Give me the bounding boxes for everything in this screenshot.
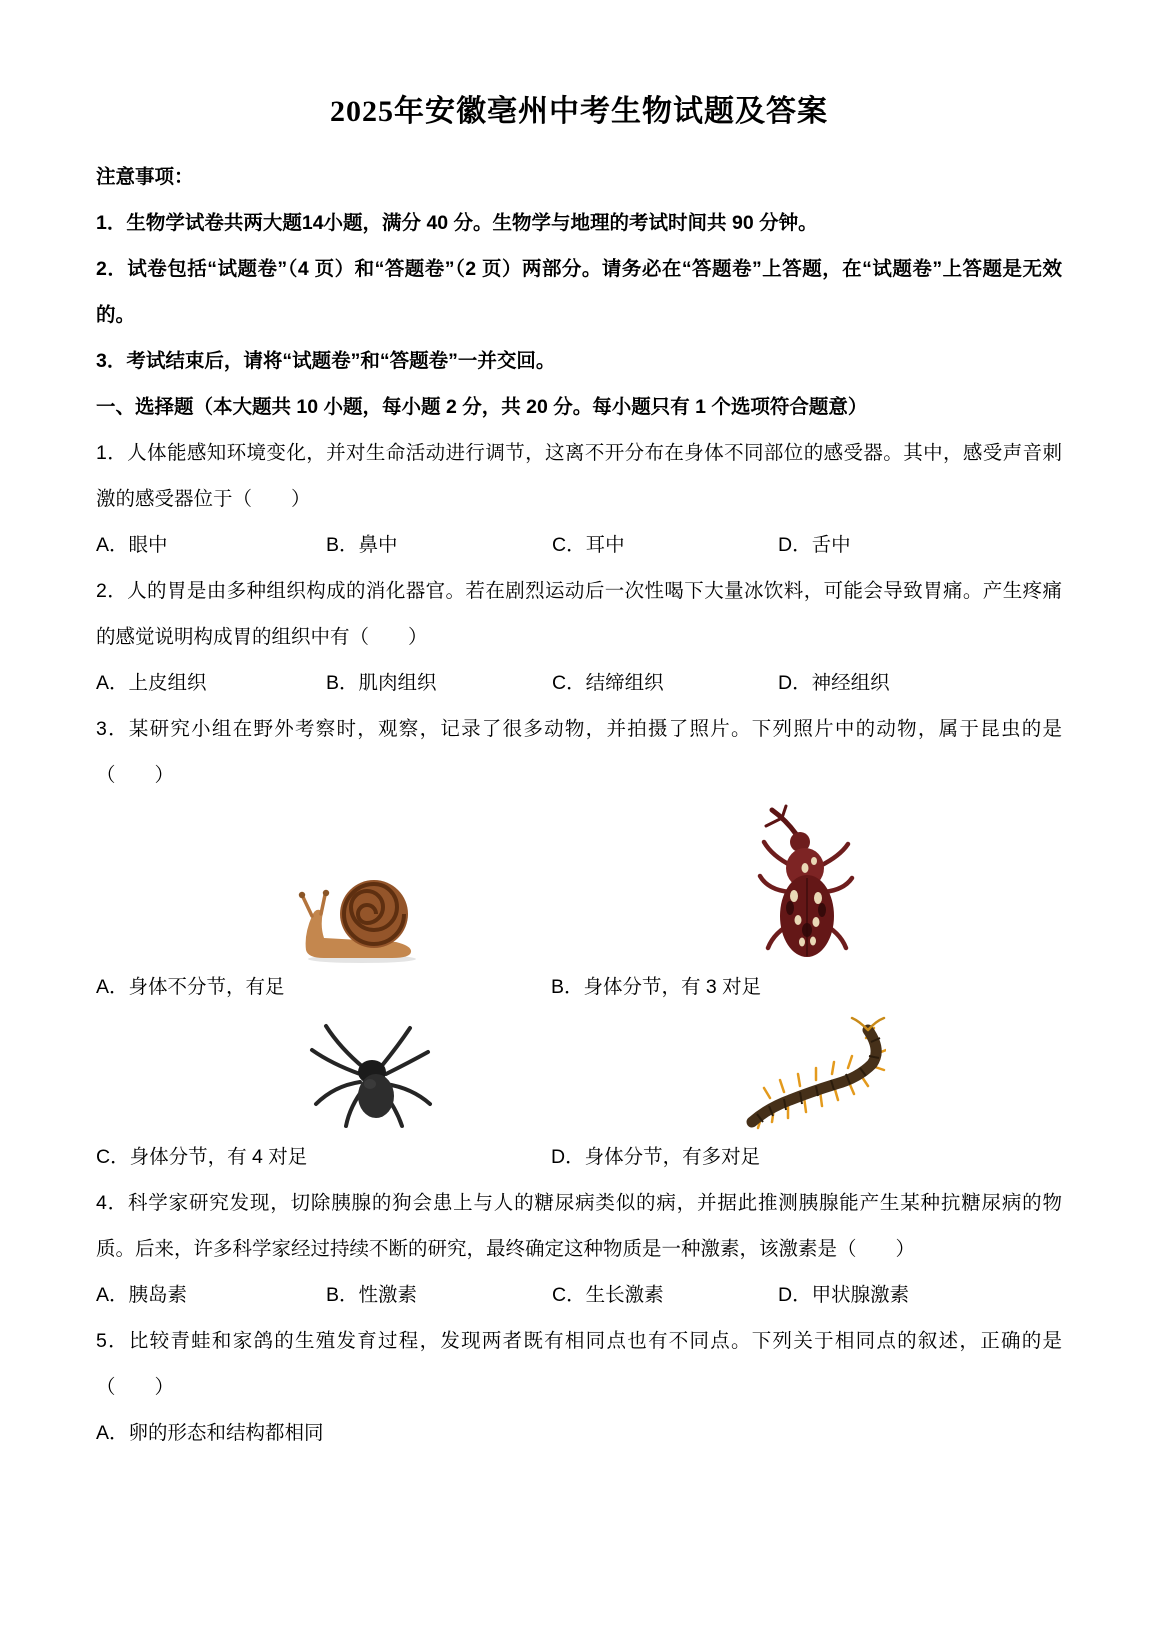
notice-item-1: 1．生物学试卷共两大题14小题，满分 40 分。生物学与地理的考试时间共 90 分钟。 <box>96 212 818 234</box>
notice-heading: 注意事项： <box>96 166 194 188</box>
photo-cell-c <box>96 1020 551 1134</box>
snail-photo <box>296 870 422 964</box>
centipede-photo <box>736 1016 886 1134</box>
question-1-option-b: B．鼻中 <box>326 534 398 556</box>
photo-cell-b <box>551 804 1062 964</box>
question-3-option-c: C．身体分节，有 4 对足 <box>96 1146 308 1168</box>
question-2-option-a: A．上皮组织 <box>96 672 207 694</box>
spider-photo <box>306 1020 438 1134</box>
question-2-option-d: D．神经组织 <box>778 672 890 694</box>
question-5-stem: 5．比较青蛙和家鸽的生殖发育过程，发现两者既有相同点也有不同点。下列关于相同点的叙述，正确的是（ ） <box>96 1330 1062 1398</box>
question-3-stem: 3．某研究小组在野外考察时，观察，记录了很多动物，并拍摄了照片。下列照片中的动物，属于昆虫的是（ ） <box>96 718 1062 786</box>
question-4-options <box>96 1272 1062 1318</box>
question-4-option-b: B．性激素 <box>326 1284 418 1306</box>
question-2-option-c: C．结缔组织 <box>552 672 664 694</box>
photo-cell-a <box>96 870 551 964</box>
question-2-stem: 2．人的胃是由多种组织构成的消化器官。若在剧烈运动后一次性喝下大量冰饮料，可能会导致胃痛。产生疼痛的感觉说明构成胃的组织中有（ ） <box>96 580 1062 648</box>
question-3-options-cd <box>96 1134 1062 1180</box>
weevil-beetle-photo <box>756 804 856 964</box>
question-3-options-ab <box>96 964 1062 1010</box>
question-1-option-c: C．耳中 <box>552 534 625 556</box>
notice-item-2: 2．试卷包括“试题卷”（4 页）和“答题卷”（2 页）两部分。请务必在“答题卷”上答题，在“试题卷”上答题是无效的。 <box>96 258 1062 326</box>
question-1-stem: 1．人体能感知环境变化，并对生命活动进行调节，这离不开分布在身体不同部位的感受器。其中，感受声音刺激的感受器位于（ ） <box>96 442 1062 510</box>
question-3-option-b: B．身体分节，有 3 对足 <box>551 976 762 998</box>
photo-cell-d <box>551 1016 1062 1134</box>
question-3-option-a: A．身体不分节，有足 <box>96 976 285 998</box>
question-2-options <box>96 660 1062 706</box>
section-1-heading: 一、选择题（本大题共 10 小题，每小题 2 分，共 20 分。每小题只有 1 个选项符合题意） <box>96 396 868 418</box>
question-1-option-d: D．舌中 <box>778 534 851 556</box>
question-1-options <box>96 522 1062 568</box>
question-3-photo-row-2 <box>96 1016 1062 1134</box>
question-4-option-d: D．甲状腺激素 <box>778 1284 910 1306</box>
question-4-option-a: A．胰岛素 <box>96 1284 188 1306</box>
question-3-photo-row-1 <box>96 804 1062 964</box>
question-5-option-a: A．卵的形态和结构都相同 <box>96 1422 324 1444</box>
question-3-option-d: D．身体分节，有多对足 <box>551 1146 761 1168</box>
page-title: 2025年安徽亳州中考生物试题及答案 <box>330 95 828 128</box>
question-4-stem: 4．科学家研究发现，切除胰腺的狗会患上与人的糖尿病类似的病，并据此推测胰腺能产生某种抗糖尿病的物质。后来，许多科学家经过持续不断的研究，最终确定这种物质是一种激素，该激素是（ ） <box>96 1192 1062 1260</box>
question-2-option-b: B．肌肉组织 <box>326 672 437 694</box>
question-1-option-a: A．眼中 <box>96 534 168 556</box>
notice-item-3: 3．考试结束后，请将“试题卷”和“答题卷”一并交回。 <box>96 350 556 372</box>
question-4-option-c: C．生长激素 <box>552 1284 664 1306</box>
